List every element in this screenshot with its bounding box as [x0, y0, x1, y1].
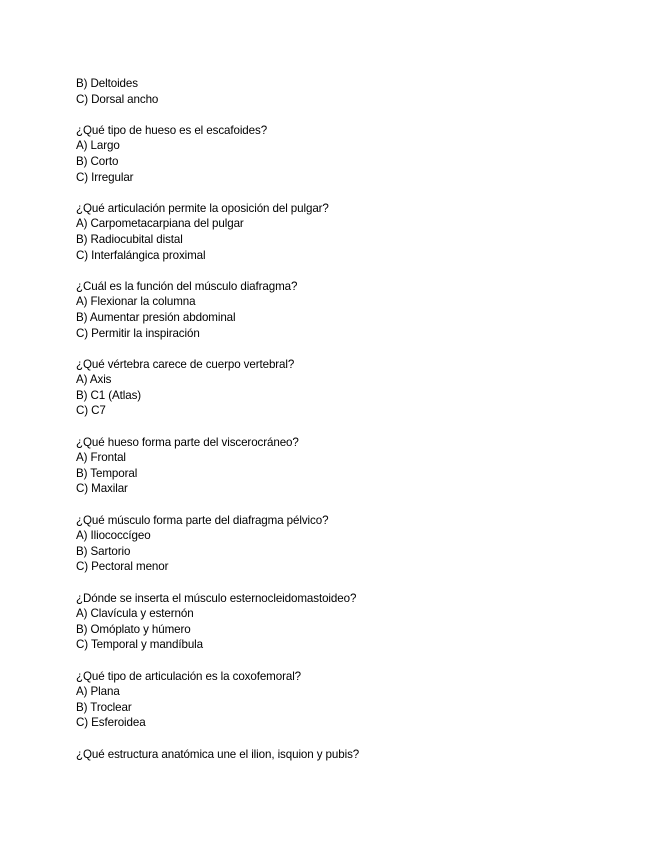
question-text: ¿Dónde se inserta el músculo esternocleidomastoideo? [76, 591, 357, 605]
answer-option: A) Flexionar la columna [76, 295, 196, 309]
answer-option: B) Radiocubital distal [76, 232, 183, 246]
question-text: ¿Qué tipo de articulación es la coxofemoral? [76, 669, 302, 683]
question-block-4 [76, 357, 655, 419]
answer-option: C) Irregular [76, 170, 134, 184]
answer-option: B) Troclear [76, 700, 132, 714]
answer-option: B) Deltoides [76, 77, 138, 90]
question-block-2 [76, 201, 655, 263]
question-block-6 [76, 513, 655, 575]
answer-option: B) Corto [76, 154, 119, 168]
answer-option: B) Temporal [76, 466, 138, 480]
question-block-7 [76, 591, 655, 653]
question-block-9 [76, 747, 655, 763]
question-text: ¿Qué hueso forma parte del viscerocráneo? [76, 435, 299, 449]
answer-option: A) Carpometacarpiana del pulgar [76, 217, 244, 231]
answer-option: C) Interfalángica proximal [76, 248, 206, 262]
answer-option: A) Clavícula y esternón [76, 607, 194, 621]
answer-option: A) Frontal [76, 451, 126, 465]
answer-option: C) Dorsal ancho [76, 92, 159, 106]
question-text: ¿Qué músculo forma parte del diafragma pélvico? [76, 513, 329, 527]
answer-option: A) Plana [76, 685, 120, 699]
answer-option: B) Omóplato y húmero [76, 622, 191, 636]
question-block-8 [76, 669, 655, 731]
answer-option: C) Permitir la inspiración [76, 326, 200, 340]
answer-option: B) Aumentar presión abdominal [76, 310, 236, 324]
question-text: ¿Qué articulación permite la oposición del pulgar? [76, 201, 329, 215]
question-block-1 [76, 123, 655, 185]
answer-option: C) Temporal y mandíbula [76, 638, 204, 652]
question-block-5 [76, 435, 655, 497]
answer-option: A) Iliococcígeo [76, 529, 151, 543]
answer-option: B) Sartorio [76, 544, 131, 558]
question-block-3 [76, 279, 655, 341]
answer-option: A) Largo [76, 139, 120, 153]
question-text: ¿Qué vértebra carece de cuerpo vertebral? [76, 357, 295, 371]
answer-option: C) C7 [76, 404, 106, 418]
question-text: ¿Cuál es la función del músculo diafragma? [76, 279, 298, 293]
answer-option: C) Maxilar [76, 482, 128, 496]
question-block-continued [76, 76, 655, 107]
question-text: ¿Qué estructura anatómica une el ilion, isquion y pubis? [76, 747, 360, 761]
answer-option: A) Axis [76, 373, 112, 387]
question-text: ¿Qué tipo de hueso es el escafoides? [76, 123, 268, 137]
answer-option: B) C1 (Atlas) [76, 388, 142, 402]
answer-option: C) Pectoral menor [76, 560, 169, 574]
answer-option: C) Esferoidea [76, 716, 146, 730]
